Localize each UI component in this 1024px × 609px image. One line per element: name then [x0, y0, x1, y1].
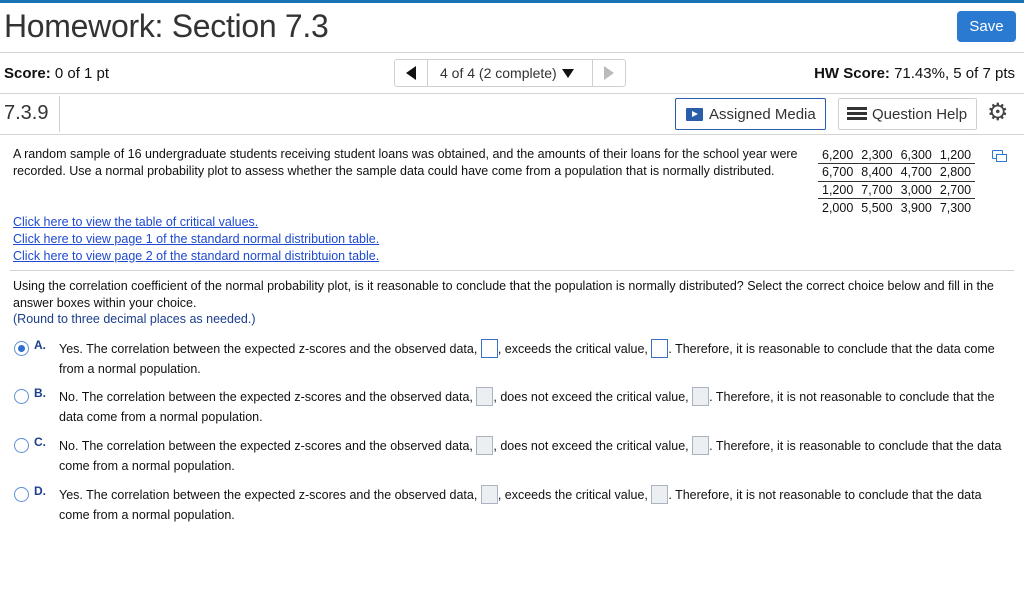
table-cell: 6,200 [818, 146, 857, 164]
radio-button[interactable] [14, 389, 29, 404]
next-question-button[interactable] [592, 59, 626, 87]
choice-text-part: No. The correlation between the expected z-scores and the observed data, [59, 439, 473, 453]
choice-letter: A. [34, 338, 46, 352]
question-selector-label: 4 of 4 (2 complete) [440, 65, 557, 81]
table-cell: 4,700 [897, 164, 936, 182]
score-value: 0 of 1 pt [54, 65, 110, 82]
critical-value-answer-box[interactable] [651, 339, 668, 358]
choice-text [59, 485, 1004, 525]
radio-button[interactable] [14, 438, 29, 453]
table-cell: 6,700 [818, 164, 857, 182]
question-text: Using the correlation coefficient of the normal probability plot, is it reasonable to conclude that the population is normally distributed? Select the correct choice below and fill in the answer boxes within your choice. [13, 279, 994, 310]
table-cell: 2,000 [822, 200, 854, 215]
table-cell: 7,700 [857, 181, 896, 199]
table-cell: 1,200 [818, 181, 857, 199]
hw-score-value: 71.43%, 5 of 7 pts [894, 65, 1015, 82]
divider [59, 96, 60, 132]
correlation-answer-box[interactable] [476, 387, 493, 406]
choice-text [59, 436, 1004, 476]
divider [10, 270, 1014, 271]
loan-data-table [818, 146, 975, 216]
critical-value-answer-box[interactable] [692, 436, 709, 455]
page-title: Homework: Section 7.3 [4, 8, 329, 44]
hw-score-display [814, 65, 1015, 82]
table-cell: 2,300 [857, 146, 896, 164]
choice-text-part: . Therefore, it is reasonable to conclude that the data come from a normal population. [59, 439, 1002, 473]
media-play-icon [686, 108, 703, 121]
question-number: 7.3.9 [4, 102, 49, 124]
score-label: Score: [4, 65, 51, 82]
correlation-answer-box[interactable] [481, 339, 498, 358]
normal-table-page2-link[interactable]: Click here to view page 2 of the standard normal distribtuion table. [13, 248, 380, 263]
dropdown-arrow-icon [562, 69, 574, 78]
arrow-right-icon [604, 66, 614, 80]
table-cell: 5,500 [861, 200, 893, 215]
critical-value-answer-box[interactable] [651, 485, 668, 504]
question-help-button[interactable] [838, 98, 977, 130]
choice-text-part: , exceeds the critical value, [497, 342, 648, 356]
list-icon [847, 107, 867, 121]
choice-text-part: Yes. The correlation between the expected z-scores and the observed data, [59, 342, 478, 356]
table-cell: 8,400 [857, 164, 896, 182]
choice-letter: C. [34, 435, 46, 449]
choice-letter: B. [34, 386, 46, 400]
table-cell: 7,300 [939, 200, 972, 215]
choice-text-part: , exceeds the critical value, [497, 488, 648, 502]
hw-score-label: HW Score: [814, 65, 890, 82]
correlation-answer-box[interactable] [481, 485, 498, 504]
problem-statement: A random sample of 16 undergraduate students receiving student loans was obtained, and the amounts of their loans for the school year were recorded. Use a normal probability plot to assess whether the sample data could have come from a population that is normally distributed. [13, 147, 798, 178]
choice-text [59, 339, 1004, 379]
table-cell: 2,800 [936, 164, 975, 182]
table-cell: 1,200 [936, 146, 975, 164]
divider [0, 134, 1024, 135]
normal-table-page1-link[interactable]: Click here to view page 1 of the standard normal distribution table. [13, 231, 380, 246]
assigned-media-button[interactable] [675, 98, 826, 130]
table-cell: 3,900 [900, 200, 932, 215]
copy-data-icon[interactable] [992, 150, 1003, 159]
table-row [818, 164, 975, 182]
question-selector[interactable] [428, 59, 592, 87]
score-display [4, 65, 109, 82]
choice-text-part: , does not exceed the critical value, [493, 439, 689, 453]
table-cell: 6,300 [897, 146, 936, 164]
choice-letter: D. [34, 484, 46, 498]
save-button[interactable]: Save [957, 11, 1016, 42]
table-cell: 3,000 [897, 181, 936, 199]
choice-text-part: . Therefore, it is not reasonable to conclude that the data come from a normal population. [59, 390, 995, 424]
divider [0, 52, 1024, 53]
previous-question-button[interactable] [394, 59, 428, 87]
choice-text-part: . Therefore, it is not reasonable to conclude that the data come from a normal population. [59, 488, 982, 522]
table-row [818, 181, 975, 199]
choice-text-part: , does not exceed the critical value, [493, 390, 689, 404]
correlation-answer-box[interactable] [476, 436, 493, 455]
critical-values-link[interactable]: Click here to view the table of critical values. [13, 215, 259, 229]
radio-button[interactable] [14, 341, 29, 356]
question-prompt [13, 278, 1003, 328]
table-row [818, 146, 975, 164]
divider [0, 93, 1024, 94]
critical-value-answer-box[interactable] [692, 387, 709, 406]
choice-text [59, 387, 1004, 427]
assigned-media-label: Assigned Media [709, 105, 816, 123]
rounding-hint: (Round to three decimal places as needed.) [13, 312, 256, 327]
choice-text-part: No. The correlation between the expected z-scores and the observed data, [59, 390, 473, 404]
top-accent-bar [0, 0, 1024, 3]
radio-button[interactable] [14, 487, 29, 502]
choice-text-part: Yes. The correlation between the expected z-scores and the observed data, [59, 488, 478, 502]
question-help-label: Question Help [872, 105, 968, 123]
table-row [818, 199, 975, 217]
choice-text-part: . Therefore, it is reasonable to conclude that the data come from a normal population. [59, 342, 995, 376]
reference-links [13, 214, 379, 264]
table-cell: 2,700 [936, 181, 975, 199]
gear-icon[interactable]: ⚙ [987, 99, 1009, 126]
arrow-left-icon [406, 66, 416, 80]
